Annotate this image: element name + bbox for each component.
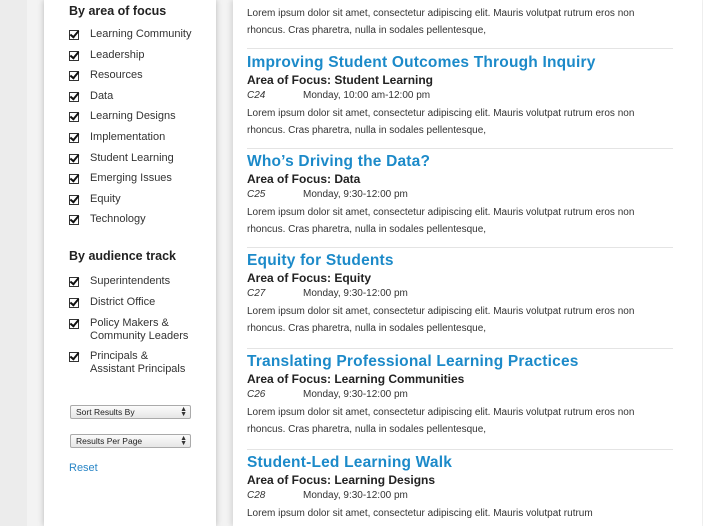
session-description: Lorem ipsum dolor sit amet, consectetur adipiscing elit. Mauris volutpat rutrum eros non rhoncus. Cras pharetra, nulla in sodales pellentesque, bbox=[247, 207, 635, 235]
filter-focus-emerging-issues[interactable]: Emerging Issues bbox=[69, 172, 172, 185]
divider bbox=[247, 449, 673, 450]
session-title-link[interactable]: Who’s Driving the Data? bbox=[247, 153, 431, 170]
session-time: Monday, 9:30-12:00 pm bbox=[303, 189, 408, 200]
checkbox-checked-icon[interactable] bbox=[69, 112, 79, 122]
session-meta bbox=[247, 490, 673, 503]
session-focus: Area of Focus: Learning Communities bbox=[247, 372, 465, 386]
reset-link[interactable]: Reset bbox=[69, 462, 98, 474]
session-code bbox=[247, 0, 265, 1]
session-item bbox=[247, 153, 673, 238]
session-focus: Area of Focus: Student Learning bbox=[247, 73, 434, 87]
checkbox-checked-icon[interactable] bbox=[69, 215, 79, 225]
session-description: Lorem ipsum dolor sit amet, consectetur adipiscing elit. Mauris volutpat rutrum bbox=[247, 508, 593, 519]
session-title-link[interactable]: Student-Led Learning Walk bbox=[247, 454, 453, 471]
filter-audience-principals[interactable]: Principals & Assistant Principals bbox=[69, 350, 189, 376]
session-description: Lorem ipsum dolor sit amet, consectetur adipiscing elit. Mauris volutpat rutrum eros non rhoncus. Cras pharetra, nulla in sodales pellentesque, bbox=[247, 108, 635, 136]
filter-focus-learning-community[interactable]: Learning Community bbox=[69, 28, 192, 41]
session-focus: Area of Focus: Data bbox=[247, 172, 361, 186]
session-title-link[interactable]: Translating Professional Learning Practices bbox=[247, 353, 579, 370]
session-meta bbox=[247, 90, 673, 103]
filter-audience-policy-makers[interactable]: Policy Makers & Community Leaders bbox=[69, 317, 189, 343]
session-meta bbox=[247, 389, 673, 402]
divider bbox=[247, 348, 673, 349]
session-code: C26 bbox=[247, 389, 266, 400]
session-code: C28 bbox=[247, 490, 266, 501]
checkbox-checked-icon[interactable] bbox=[69, 277, 79, 287]
session-time: Monday, 9:30-12:00 pm bbox=[303, 389, 408, 400]
session-item bbox=[247, 54, 673, 139]
session-meta bbox=[247, 288, 673, 301]
checkbox-checked-icon[interactable] bbox=[69, 71, 79, 81]
filter-focus-student-learning[interactable]: Student Learning bbox=[69, 152, 174, 165]
divider bbox=[247, 48, 673, 49]
session-item-partial bbox=[247, 0, 673, 39]
session-time bbox=[303, 0, 408, 1]
session-meta bbox=[247, 0, 673, 3]
select-arrows-icon: ▲ ▼ bbox=[180, 435, 187, 447]
checkbox-checked-icon[interactable] bbox=[69, 174, 79, 184]
session-item bbox=[247, 454, 673, 522]
checkbox-checked-icon[interactable] bbox=[69, 133, 79, 143]
audience-filter-heading: By audience track bbox=[69, 249, 176, 263]
focus-filter-heading: By area of focus bbox=[69, 4, 167, 18]
session-time: Monday, 9:30-12:00 pm bbox=[303, 490, 408, 501]
filter-focus-implementation[interactable]: Implementation bbox=[69, 131, 165, 144]
sort-results-select[interactable]: Sort Results By ▲ ▼ bbox=[70, 405, 191, 419]
divider bbox=[247, 148, 673, 149]
checkbox-checked-icon[interactable] bbox=[69, 92, 79, 102]
checkbox-checked-icon[interactable] bbox=[69, 154, 79, 164]
filter-focus-learning-designs[interactable]: Learning Designs bbox=[69, 110, 176, 123]
session-time: Monday, 10:00 am-12:00 pm bbox=[303, 90, 431, 101]
filter-focus-technology[interactable]: Technology bbox=[69, 213, 146, 226]
results-per-page-select[interactable]: Results Per Page ▲ ▼ bbox=[70, 434, 191, 448]
filter-sidebar bbox=[44, 0, 216, 526]
session-title-link[interactable]: Improving Student Outcomes Through Inquiry bbox=[247, 54, 596, 71]
filter-focus-equity[interactable]: Equity bbox=[69, 193, 121, 206]
session-meta bbox=[247, 189, 673, 202]
checkbox-checked-icon[interactable] bbox=[69, 51, 79, 61]
divider bbox=[247, 247, 673, 248]
checkbox-checked-icon[interactable] bbox=[69, 195, 79, 205]
filter-audience-superintendents[interactable]: Superintendents bbox=[69, 275, 170, 288]
checkbox-checked-icon[interactable] bbox=[69, 352, 79, 362]
checkbox-checked-icon[interactable] bbox=[69, 30, 79, 40]
session-focus: Area of Focus: Equity bbox=[247, 271, 372, 285]
session-results bbox=[233, 0, 702, 526]
select-arrows-icon: ▲ ▼ bbox=[180, 406, 187, 418]
filter-focus-resources[interactable]: Resources bbox=[69, 69, 143, 82]
session-code: C25 bbox=[247, 189, 266, 200]
session-time: Monday, 9:30-12:00 pm bbox=[303, 288, 408, 299]
checkbox-checked-icon[interactable] bbox=[69, 298, 79, 308]
session-description: Lorem ipsum dolor sit amet, consectetur adipiscing elit. Mauris volutpat rutrum eros non rhoncus. Cras pharetra, nulla in sodales pellentesque, bbox=[247, 407, 635, 435]
checkbox-checked-icon[interactable] bbox=[69, 319, 79, 329]
filter-audience-district-office[interactable]: District Office bbox=[69, 296, 155, 309]
filter-focus-data[interactable]: Data bbox=[69, 90, 113, 103]
session-code: C24 bbox=[247, 90, 266, 101]
session-item bbox=[247, 252, 673, 337]
session-focus: Area of Focus: Learning Designs bbox=[247, 473, 436, 487]
session-code: C27 bbox=[247, 288, 266, 299]
filter-focus-leadership[interactable]: Leadership bbox=[69, 49, 144, 62]
session-title-link[interactable]: Equity for Students bbox=[247, 252, 394, 269]
session-item bbox=[247, 353, 673, 438]
session-description: Lorem ipsum dolor sit amet, consectetur adipiscing elit. Mauris volutpat rutrum eros non rhoncus. Cras pharetra, nulla in sodales pellentesque, bbox=[247, 8, 635, 36]
session-description: Lorem ipsum dolor sit amet, consectetur adipiscing elit. Mauris volutpat rutrum eros non rhoncus. Cras pharetra, nulla in sodales pellentesque, bbox=[247, 306, 635, 334]
